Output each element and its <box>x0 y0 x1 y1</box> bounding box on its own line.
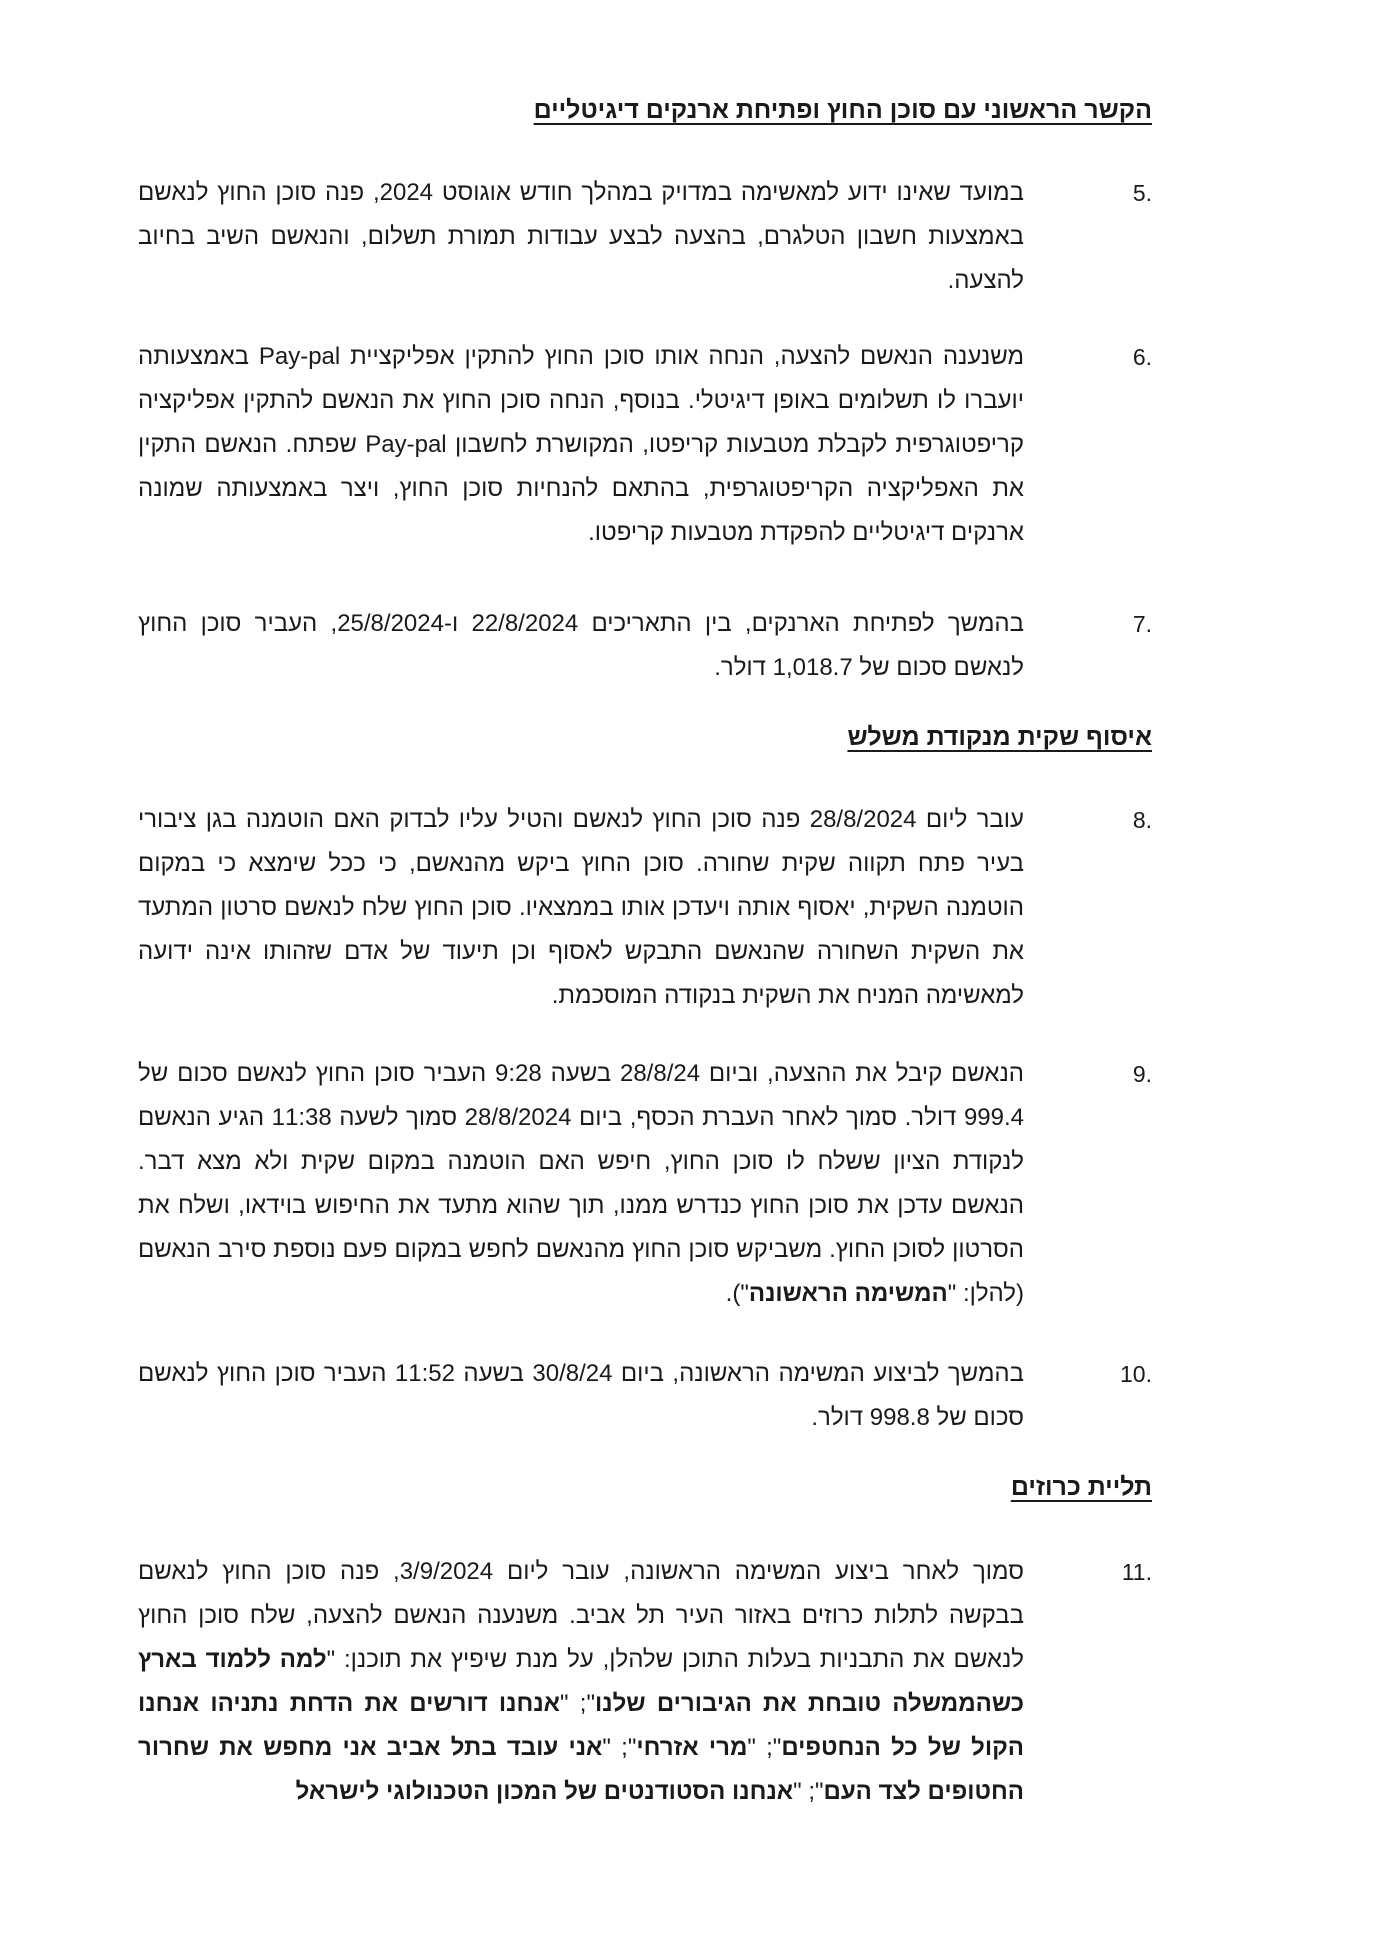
paragraph-11 <box>138 1550 1152 1814</box>
paragraph-number: 10. <box>1120 1361 1152 1387</box>
quote-separator: "; " <box>560 1690 595 1717</box>
poster-quote: למה ללמוד בארץ כשהממשלה טובחת את הגיבורים שלנו <box>138 1646 1024 1717</box>
paragraph-text: במועד שאינו ידוע למאשימה במדויק במהלך חודש אוגוסט 2024, פנה סוכן החוץ לנאשם באמצעות חשבון הטלגרם, בהצעה לבצע עבודות תמורת תשלום, והנאשם השיב בחיוב להצעה. <box>138 179 1025 294</box>
paragraph-7 <box>138 602 1152 690</box>
defined-term: המשימה הראשונה <box>748 1280 948 1307</box>
paragraph-text: עובר ליום 28/8/2024 פנה סוכן החוץ לנאשם והטיל עליו לבדוק האם הוטמנה בגן ציבורי בעיר פתח תקווה שקית שחורה. סוכן החוץ ביקש מהנאשם, כי ככל שימצא כי במקום הוטמנה השקית, יאסוף אותה ויעדכן אותו בממצאיו. סוכן החוץ שלח לנאשם סרטון המתעד את השקית השחורה שהנאשם התבקש לאסוף וכן תיעוד של אדם שזהותו אינה ידועה למאשימה המניח את השקית בנקודה המוסכמת. <box>138 806 1024 1009</box>
paragraph-9 <box>138 1052 1152 1316</box>
section-heading-initial-contact: הקשר הראשוני עם סוכן החוץ ופתיחת ארנקים דיגיטליים <box>533 96 1152 124</box>
paragraph-text: בהמשך לפתיחת הארנקים, בין התאריכים 22/8/2024 ו-25/8/2024, העביר סוכן החוץ לנאשם סכום של 1,018.7 דולר. <box>138 610 1025 681</box>
paragraph-text <box>138 1052 1024 1316</box>
paragraph-text: משנענה הנאשם להצעה, הנחה אותו סוכן החוץ להתקין אפליקציית Pay-pal באמצעותה יועברו לו תשלומים באופן דיגיטלי. בנוסף, הנחה סוכן החוץ את הנאשם להתקין אפליקציה קריפטוגרפית לקבלת מטבעות קריפטו, המקושרת לחשבון Pay-pal שפתח. הנאשם התקין את האפליקציה הקריפטוגרפית, בהתאם להנחיות סוכן החוץ, ויצר באמצעותה שמונה ארנקים דיגיטליים להפקדת מטבעות קריפטו. <box>138 343 1024 546</box>
paragraph-number: 9. <box>1132 1061 1152 1087</box>
paragraph-10 <box>138 1352 1152 1440</box>
poster-quote: אני עובד בתל אביב אני מחפש את שחרור החטופים לצד העם <box>138 1734 1024 1805</box>
poster-quote: מרי אזרחי <box>636 1734 748 1761</box>
paragraph-text-part: "). <box>725 1280 749 1307</box>
paragraph-text-part: הנאשם קיבל את ההצעה, וביום 28/8/24 בשעה 9:28 העביר סוכן החוץ לנאשם סכום של 999.4 דולר. סמוך לאחר העברת הכסף, ביום 28/8/2024 סמוך לשעה 11:38 הגיע הנאשם לנקודת הציון ששלח לו סוכן החוץ, חיפש האם הוטמנה במקום שקית ולא מצא דבר. הנאשם עדכן את סוכן החוץ כנדרש ממנו, תוך שהוא מתעד את החיפוש בוידאו, ושלח את הסרטון לסוכן החוץ. משביקש סוכן החוץ מהנאשם לחפש במקום פעם נוספת סירב הנאשם (להלן: " <box>138 1060 1024 1307</box>
paragraph-text-part: סמוך לאחר ביצוע המשימה הראשונה, עובר ליום 3/9/2024, פנה סוכן החוץ לנאשם בבקשה לתלות כרוזים באזור העיר תל אביב. משנענה הנאשם להצעה, שלח סוכן החוץ לנאשם את התבניות בעלות התוכן שלהלן, על מנת שיפיץ את תוכנן: " <box>138 1558 1025 1673</box>
paragraph-number: 6. <box>1132 344 1152 370</box>
paragraph-number: 5. <box>1132 180 1152 206</box>
poster-quote: אנחנו הסטודנטים של המכון הטכנולוגי לישראל <box>295 1778 794 1805</box>
paragraph-6 <box>138 335 1152 555</box>
paragraph-text: בהמשך לביצוע המשימה הראשונה, ביום 30/8/24 בשעה 11:52 העביר סוכן החוץ לנאשם סכום של 998.8 דולר. <box>138 1360 1024 1431</box>
paragraph-number: 8. <box>1132 807 1152 833</box>
paragraph-number: 11. <box>1121 1559 1152 1585</box>
quote-separator: "; " <box>602 1734 637 1761</box>
section-heading-posters: תליית כרוזים <box>1010 1473 1152 1501</box>
paragraph-8 <box>138 798 1152 1018</box>
paragraph-number: 7. <box>1132 611 1152 637</box>
poster-quote: אנחנו דורשים את הדחת נתניהו אנחנו הקול של כל הנחטפים <box>138 1690 1025 1761</box>
paragraph-text <box>138 1550 1024 1814</box>
paragraph-5 <box>138 171 1152 303</box>
quote-separator: "; " <box>747 1734 782 1761</box>
quote-separator: "; " <box>793 1778 824 1805</box>
section-heading-bag-collection: איסוף שקית מנקודת משלש <box>847 723 1152 751</box>
